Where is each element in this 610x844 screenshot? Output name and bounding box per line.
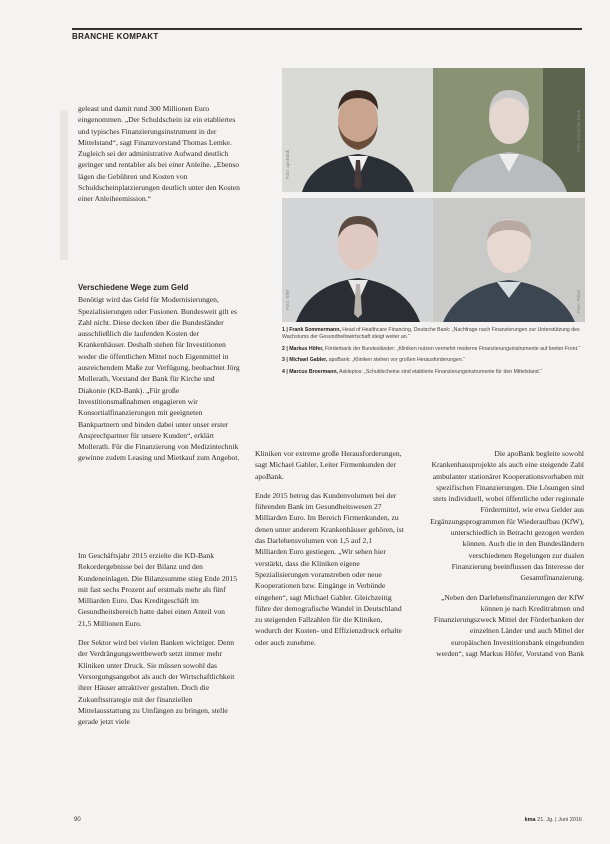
caption: 1 | Frank Sommermann, Head of Healthcare Financing, Deutsche Bank: „Nachfrage nach Finanzierungen zur Unterstützung des Wachstums der Gesundheitswirtschaft steigt weiter an.“: [282, 327, 580, 341]
caption-name: Markus Höfer,: [289, 345, 324, 352]
article-column-1-middle: [78, 282, 240, 472]
subheading: Verschiedene Wege zum Geld: [78, 283, 189, 292]
caption-text: Asklepios: „Schuldscheine sind etablierte Finanzierungsinstrumente für den Mittelstand.“: [339, 368, 542, 375]
article-column-2: [255, 448, 405, 656]
photo-credit: Foto: Deutsche Bank: [576, 110, 581, 153]
caption-number: 1: [282, 327, 285, 333]
magazine-name: kma: [524, 817, 536, 823]
caption-number: 3: [282, 357, 285, 364]
caption: 2 | Markus Höfer, Förderbank der Bundesländer: „Kliniken nutzen vermehrt moderne Finanzierungsinstrumente auf breiter Front.“: [282, 345, 581, 352]
margin-strip: [60, 110, 68, 260]
magazine-footer: [470, 817, 582, 823]
header-rule: [72, 28, 582, 30]
paragraph: Ende 2015 betrug das Kundenvolumen bei der führenden Bank im Gesundheitswesen 27 Milliarden Euro. Im Bereich Firmenkunden, zu denen unter anderem Krankenhäuser gehören, ist das Darlehensvolumen von 1,5 auf 2,1 Milliarden Euro gestiegen. „Wir sehen hier verstärkt, dass die Kliniken eigene Spezialisierungen voranstreben oder neue Kooperationen bzw. Eingänge in Verbünde eingehen“, sagt Michael Gabler. Gleichzeitig führe der demografische Wandel in Deutschland zu steigenden Fallzahlen für die Kliniken, wodurch der Kosten- und Effizienzdruck erhalte oder auch zunehme.: [255, 490, 404, 647]
photo-captions: [282, 327, 582, 380]
paragraph: Der Sektor wird bei vielen Banken wichtiger. Denn der Verdrängungswettbewerb setzt immer mehr Kliniken unter Druck. Sie müssen sowohl das Versorgungsangebot als auch der Wirtschaftlichkeit ihrer Häuser attraktiver gestalten. Doch die Zukunftsstrategie mit der finanziellen Mittelausstattung zu Umfängen zu bringen, stelle gerade jetzt viele: [78, 638, 235, 727]
photo-credit: Foto: apoBank: [285, 150, 290, 180]
article-column-1-bottom: [78, 550, 240, 735]
portrait-3: [282, 198, 434, 322]
caption-number: 4: [282, 368, 285, 375]
article-column-3: [428, 448, 584, 667]
paragraph: Die apoBank begleite sowohl Krankenhausprojekte als auch eine steigende Zahl ambulanter stationärer Kooperationsvorhaben mit spezifischen Finanzierungen. Die Lösungen sind stets individuell, wobei öffentliche oder regionale Fördermittel, wie etwa Gelder aus Ergänzungsprogrammen für Wiederaufbau (KfW), unterschiedlich in Betracht gezogen werden können. Auch die in den Bundesländern verschiedenen Regelungen zur dualen Finanzierung beeinflussen das Interesse der Gesamtfinanzierung.: [430, 449, 584, 583]
caption-number: 2: [282, 345, 285, 352]
caption-name: Michael Gabler,: [289, 357, 328, 364]
page-number: 90: [74, 817, 81, 823]
caption-text: apoBank: „Kliniken stehen vor großen Herausforderungen.“: [328, 357, 465, 364]
portrait-4: [433, 198, 585, 322]
paragraph: Im Geschäftsjahr 2015 erzielte die KD-Bank Rekordergebnisse bei der Bilanz und den Kundeneinlagen. Die Bilanzsumme stieg Ende 2015 mit fast sechs Prozent auf erstmals mehr als fünf Milliarden Euro. Das Kreditgeschäft im Gesundheitsbereich hatte dabei einen Anteil von 21,5 Millionen Euro.: [78, 551, 238, 628]
photo-credit: Foto: KfW: [285, 290, 290, 311]
caption: 4 | Marcus Broermann, Asklepios: „Schuldscheine sind etablierte Finanzierungsinstrumente für den Mittelstand.“: [282, 368, 542, 375]
portrait-photo-icon: [282, 68, 434, 192]
caption-text: Head of Healthcare Financing, Deutsche Bank: „Nachfrage nach Finanzierungen zur Unterstützung des Wachstums der Gesundheitswirtschaft steigt weiter an.“: [282, 327, 580, 341]
caption: 3 | Michael Gabler, apoBank: „Kliniken stehen vor großen Herausforderungen.“: [282, 357, 465, 364]
portrait-photo-icon: [433, 68, 585, 192]
caption-name: Marcus Broermann,: [289, 368, 338, 375]
paragraph: Benötigt wird das Geld für Modernisierungen, Spezialisierungen oder Fusionen. Bundesweit gilt es Zahl nicht. Diese decken über die Bundesländer ausschließlich die laufenden Kosten der Krankenhäuser. Deshalb stehen für Investitionen weder die öffentlichen Mittel noch Eigenmittel in ausreichendem Maße zur Verfügung, beobachtet Jörg Mollerath, Vorstand der Bank für Kirche und Diakonie (KD-Bank). „Für große Investitionsmaßnahmen engagieren wir Konsortialfinanzierungen mit geeigneten Bankpartnern und binden dabei unter unser erster Ansprechpartner für unsere Kunden“, erklärt Mollerath. Für die Finanzierung von Medizintechnik gewinne zudem Leasing und Mietkauf zum Angebot.: [78, 295, 240, 463]
portrait-1: [282, 68, 434, 192]
article-column-1-top: [78, 103, 240, 213]
paragraph: „Neben den Darlehensfinanzierungen der KfW können je nach Kreditrahmen und Finanzierungszweck Mittel der Förderbanken der einzelnen Länder und auch Mittel der europäischen Investitionsbank eingebunden werden“, sagt Markus Höfer, Vorstand von Bank: [433, 592, 584, 659]
photo-credit: Foto: Privat: [576, 290, 581, 314]
portrait-2: [433, 68, 585, 192]
magazine-issue: 21. Jg. | Juni 2016: [537, 817, 582, 823]
portrait-photo-icon: [433, 198, 585, 322]
section-label: BRANCHE KOMPAKT: [72, 32, 159, 41]
paragraph: Kliniken vor extreme große Herausforderungen, sagt Michael Gabler, Leiter Firmenkunden der apoBank.: [255, 449, 402, 481]
caption-text: Förderbank der Bundesländer: „Kliniken nutzen vermehrt moderne Finanzierungsinstrumente auf breiter Front.“: [325, 345, 581, 352]
portrait-photo-icon: [282, 198, 434, 322]
caption-name: Frank Sommermann,: [289, 327, 341, 333]
paragraph: geleast und damit rund 300 Millionen Euro eingenommen. „Der Schuldschein ist ein etabliertes und typisches Finanzierungsinstrument in der Mittelstand“, sagt Finanzvorstand Thomas Lemke. Zugleich sei der administrative Aufwand deutlich geringer und rentabler als bei einer Anleihe. „Ebenso lägen die Gebühren und Kosten von Schuldscheinplatzierungen deutlich unter den Kosten einer Anleiheemission.“: [78, 104, 240, 204]
